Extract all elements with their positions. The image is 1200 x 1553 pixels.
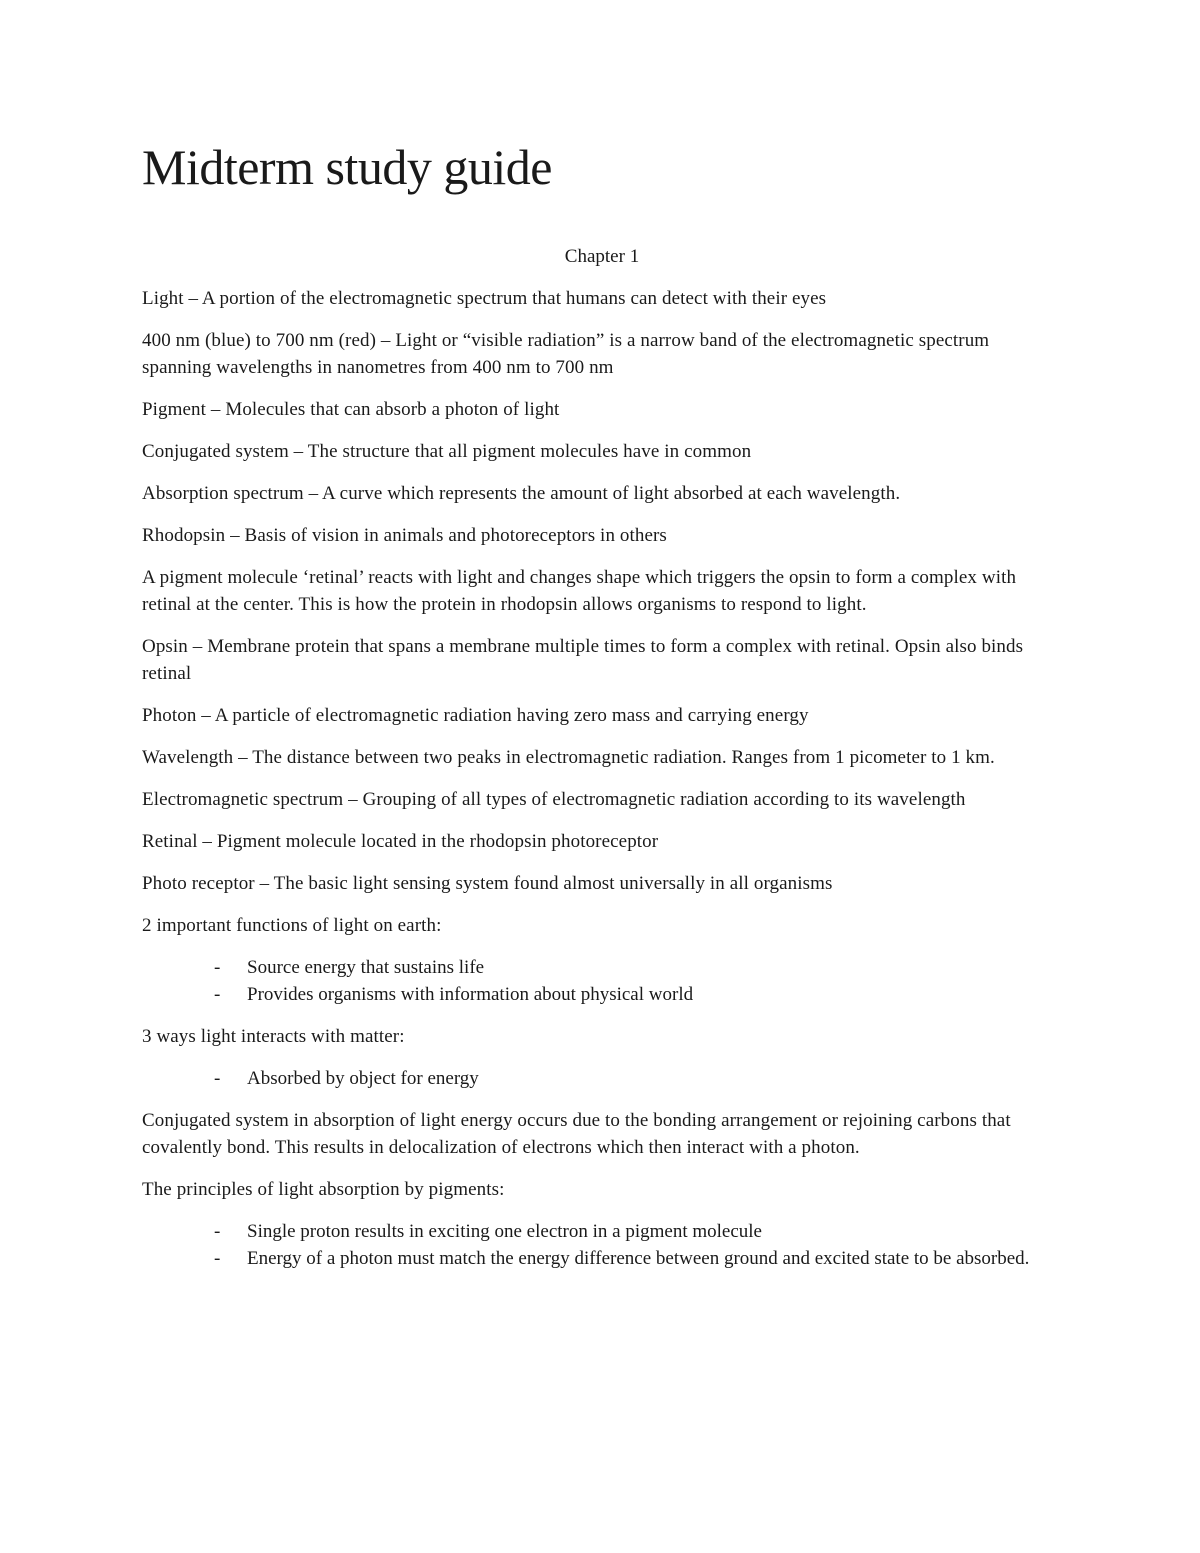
- list-item: [142, 1218, 1062, 1245]
- definition-wavelength: Wavelength – The distance between two peaks in electromagnetic radiation. Ranges from 1 picometer to 1 km.: [142, 747, 995, 768]
- heading-light-interactions: 3 ways light interacts with matter:: [142, 1026, 405, 1047]
- note-retinal-mechanism: A pigment molecule ‘retinal’ reacts with light and changes shape which triggers the opsin to form a complex with retinal at the center. This is how the protein in rhodopsin allows organisms to respond to light.: [142, 567, 1017, 615]
- bullet-dash: -: [214, 1221, 221, 1242]
- bullet-dash: -: [214, 1248, 221, 1269]
- list-item: [142, 1245, 1062, 1272]
- definition-photo-receptor: Photo receptor – The basic light sensing system found almost universally in all organisms: [142, 873, 833, 894]
- definition-conjugated-system: Conjugated system – The structure that all pigment molecules have in common: [142, 441, 752, 462]
- list-item: [142, 981, 1062, 1008]
- document-page: [142, 140, 1062, 1287]
- chapter-heading: Chapter 1: [564, 246, 640, 267]
- definition-light: Light – A portion of the electromagnetic spectrum that humans can detect with their eyes: [142, 288, 827, 309]
- list-light-interactions: [142, 1065, 1062, 1092]
- heading-absorption-principles: The principles of light absorption by pigments:: [142, 1179, 505, 1200]
- definition-pigment: Pigment – Molecules that can absorb a photon of light: [142, 399, 560, 420]
- definition-visible-range: 400 nm (blue) to 700 nm (red) – Light or “visible radiation” is a narrow band of the electromagnetic spectrum spanning wavelengths in nanometres from 400 nm to 700 nm: [142, 330, 990, 378]
- definition-absorption-spectrum: Absorption spectrum – A curve which represents the amount of light absorbed at each wavelength.: [142, 483, 901, 504]
- bullet-dash: -: [214, 957, 221, 978]
- document-title: Midterm study guide: [142, 139, 552, 195]
- list-item: [142, 1065, 1062, 1092]
- definition-photon: Photon – A particle of electromagnetic radiation having zero mass and carrying energy: [142, 705, 809, 726]
- definition-rhodopsin: Rhodopsin – Basis of vision in animals and photoreceptors in others: [142, 525, 667, 546]
- list-light-functions: [142, 954, 1062, 1008]
- list-item-text: Source energy that sustains life: [247, 957, 485, 978]
- definition-electromagnetic-spectrum: Electromagnetic spectrum – Grouping of all types of electromagnetic radiation according to its wavelength: [142, 789, 966, 810]
- definition-retinal: Retinal – Pigment molecule located in the rhodopsin photoreceptor: [142, 831, 659, 852]
- list-item-text: Energy of a photon must match the energy difference between ground and excited state to be absorbed.: [247, 1248, 1030, 1269]
- heading-light-functions: 2 important functions of light on earth:: [142, 915, 442, 936]
- list-item-text: Provides organisms with information about physical world: [247, 984, 694, 1005]
- bullet-dash: -: [214, 984, 221, 1005]
- list-absorption-principles: [142, 1218, 1062, 1272]
- definition-opsin: Opsin – Membrane protein that spans a membrane multiple times to form a complex with retinal. Opsin also binds retinal: [142, 636, 1024, 684]
- list-item: [142, 954, 1062, 981]
- list-item-text: Single proton results in exciting one electron in a pigment molecule: [247, 1221, 762, 1242]
- note-conjugated-absorption: Conjugated system in absorption of light energy occurs due to the bonding arrangement or rejoining carbons that covalently bond. This results in delocalization of electrons which then interact with a photon.: [142, 1110, 1011, 1158]
- bullet-dash: -: [214, 1068, 221, 1089]
- list-item-text: Absorbed by object for energy: [247, 1068, 479, 1089]
